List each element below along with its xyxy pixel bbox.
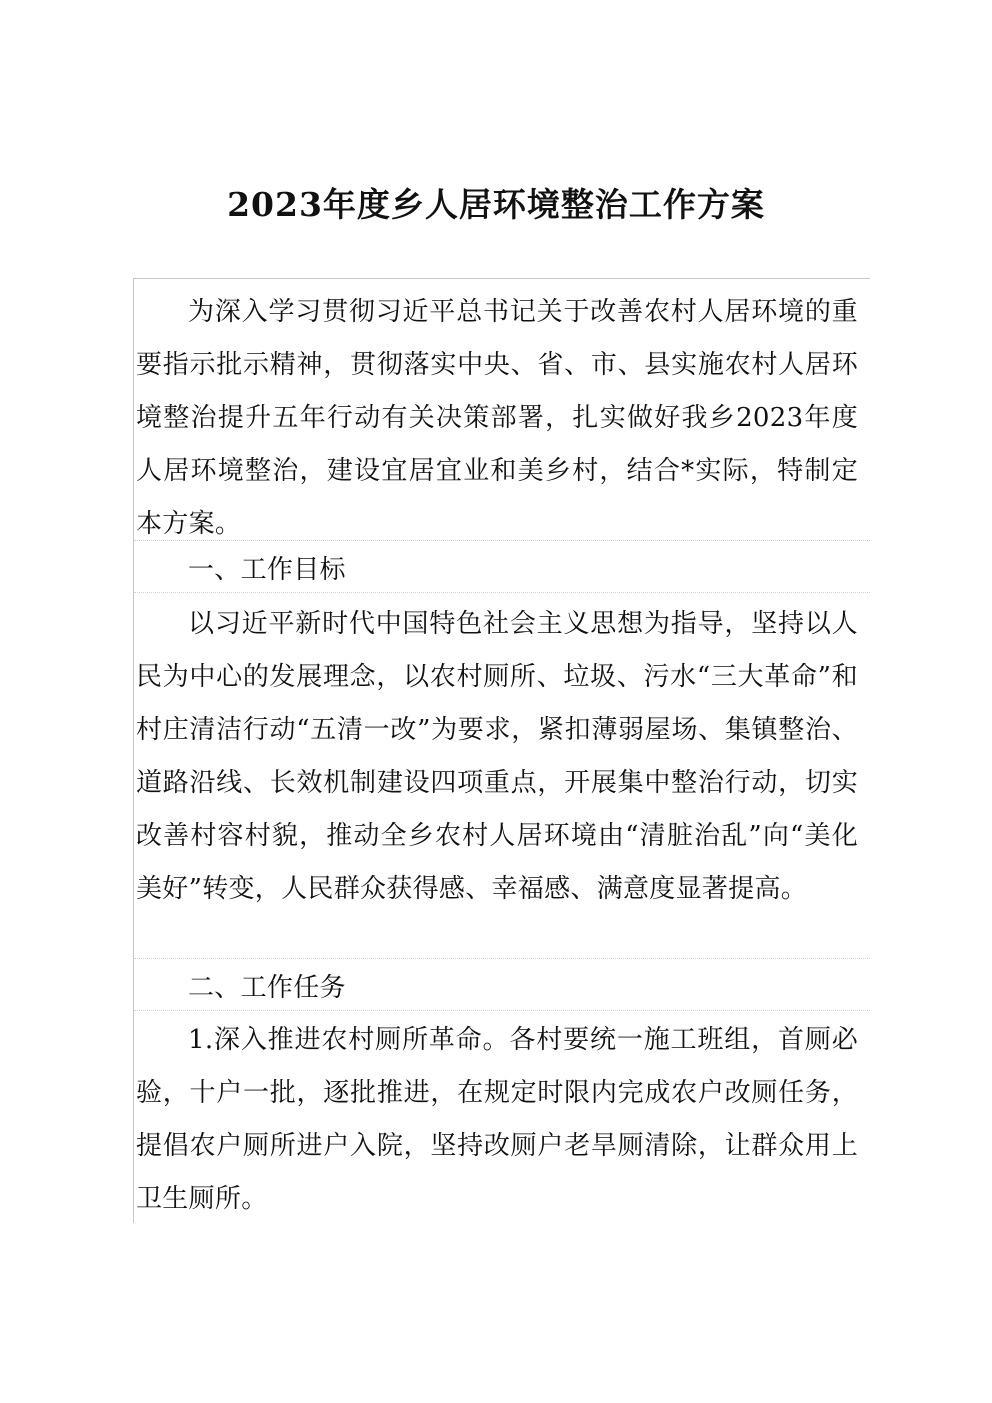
goals-paragraph: 以习近平新时代中国特色社会主义思想为指导，坚持以人民为中心的发展理念，以农村厕所、垃圾、污水“三大革命”和村庄清洁行动“五清一改”为要求，紧扣薄弱屋场、集镇整治、道路沿线、长效机制建设四项重点，开展集中整治行动，切实改善村容村貌，推动全乡农村人居环境由“清脏治乱”向“美化美好”转变，人民群众获得感、幸福感、满意度显著提高。: [136, 609, 858, 904]
section-heading-tasks: 二、工作任务: [188, 973, 346, 1003]
document-body: [133, 278, 870, 1223]
section-heading-goals: 一、工作目标: [188, 555, 346, 585]
intro-paragraph: 为深入学习贯彻习近平总书记关于改善农村人居环境的重要指示批示精神，贯彻落实中央、省、市、县实施农村人居环境整治提升五年行动有关决策部署，扎实做好我乡2023年度人居环境整治，建设宜居宜业和美乡村，结合*实际，特制定本方案。: [136, 297, 858, 539]
document-title: 2023年度乡人居环境整治工作方案: [227, 185, 765, 224]
divider: [134, 1010, 870, 1011]
divider: [134, 540, 870, 541]
top-divider: [134, 278, 870, 279]
divider: [134, 958, 870, 959]
divider: [134, 592, 870, 593]
task-1-paragraph: 1.深入推进农村厕所革命。各村要统一施工班组，首厕必验，十户一批，逐批推进，在规定时限内完成农户改厕任务，提倡农户厕所进户入院，坚持改厕户老旱厕清除，让群众用上卫生厕所。: [136, 1025, 858, 1214]
